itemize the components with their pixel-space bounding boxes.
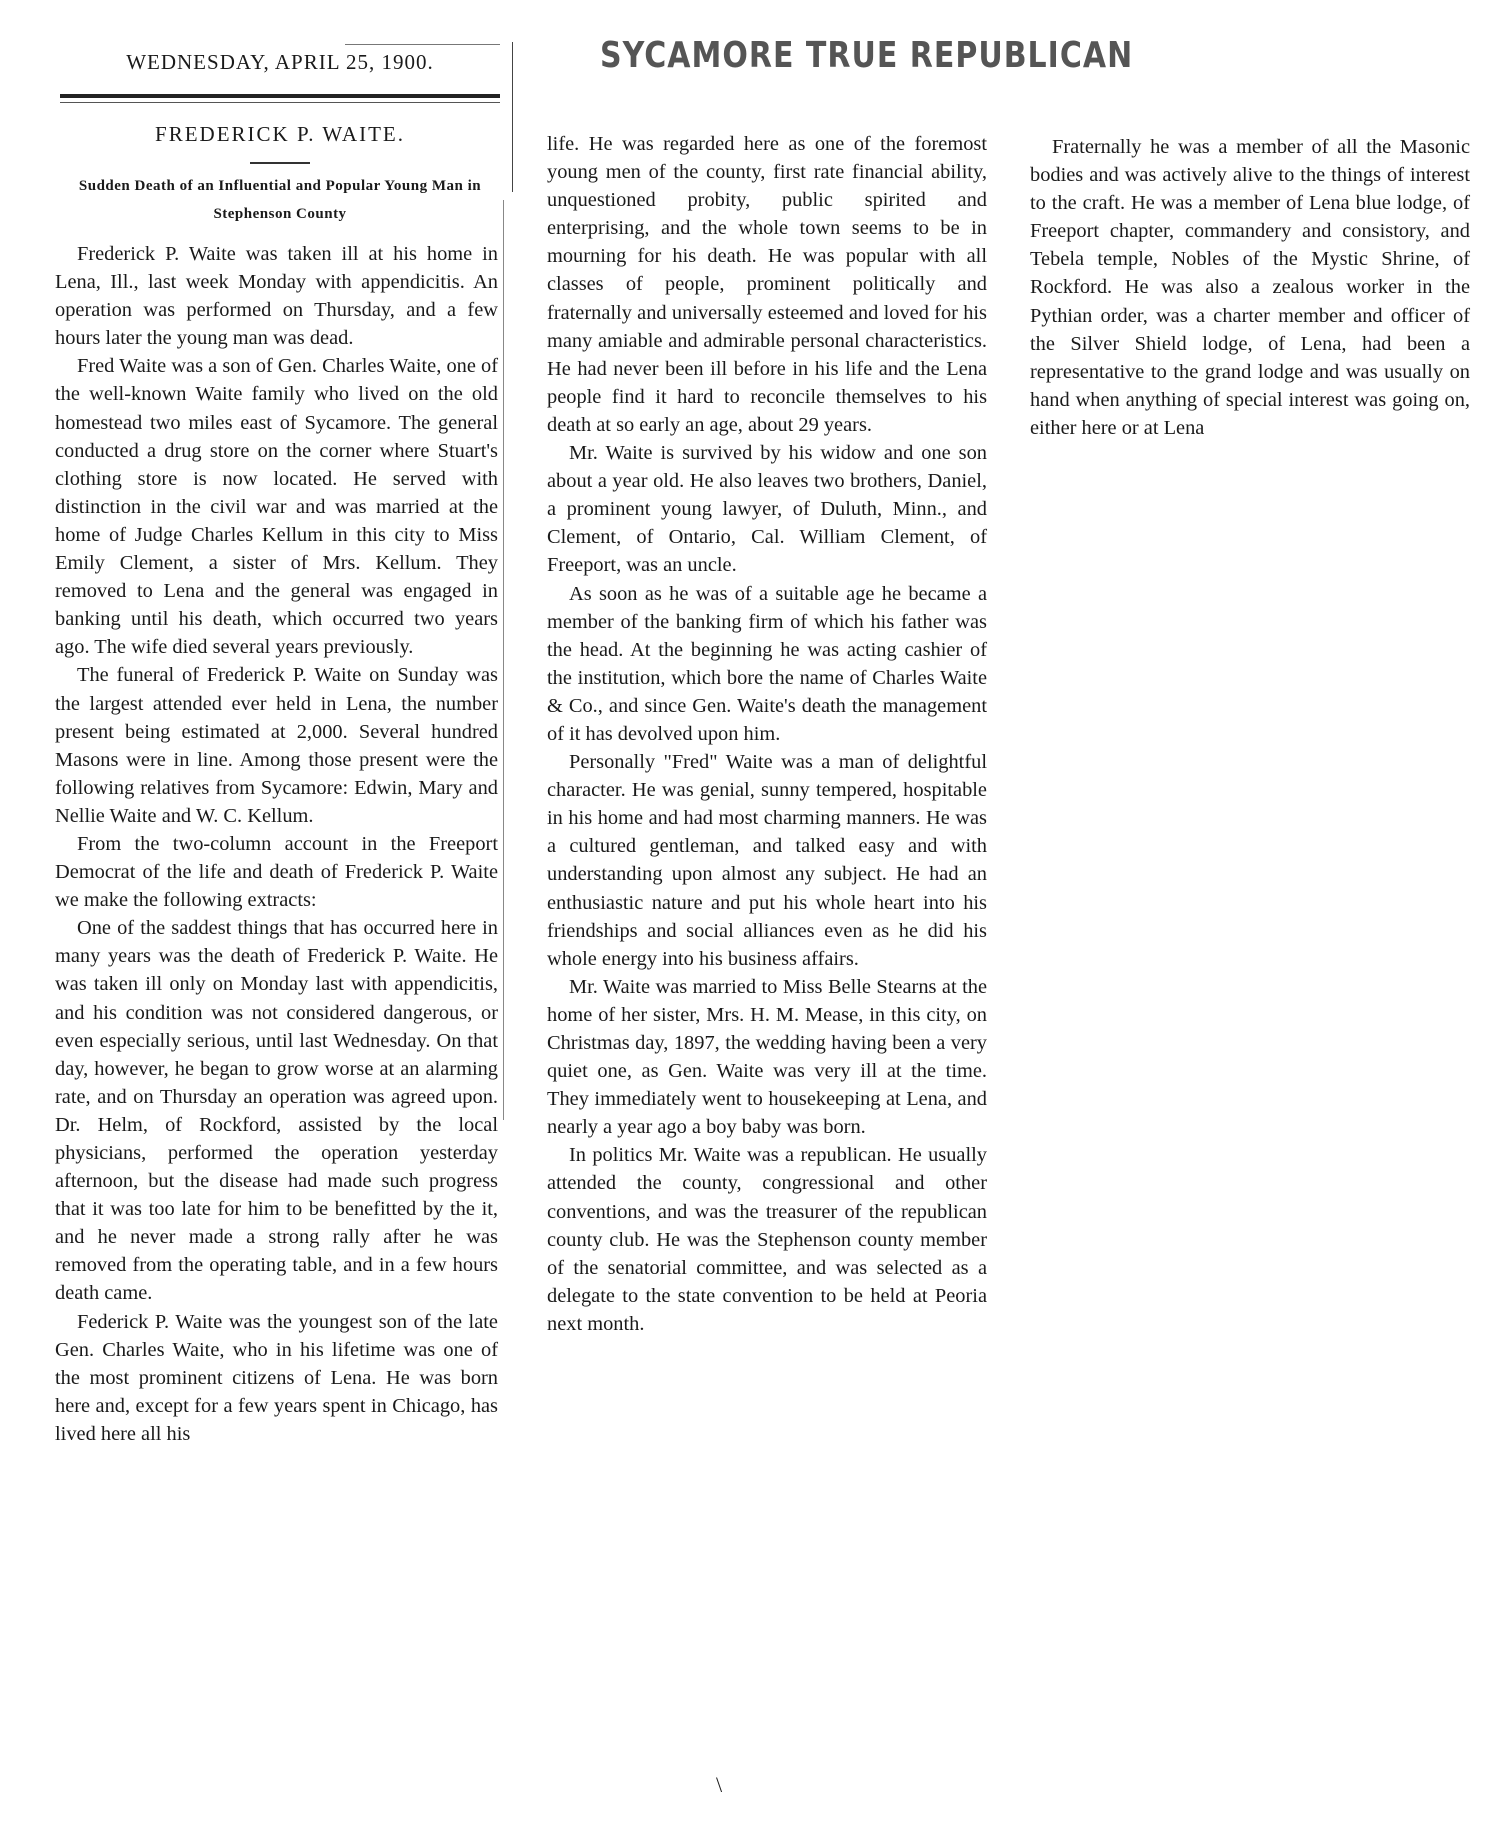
paragraph: From the two-column account in the Freeport Democrat of the life and death of Frederick P. Waite we make the following extracts: — [55, 832, 498, 912]
top-rule — [345, 44, 500, 45]
dateline-rule-thick — [60, 94, 500, 98]
article-headline: FREDERICK P. WAITE. — [155, 122, 405, 146]
column-divider — [512, 42, 513, 192]
column-divider — [503, 200, 504, 1120]
stray-mark: \ — [716, 1772, 723, 1797]
article-column-1 — [55, 240, 498, 1448]
paragraph: Fraternally he was a member of all the Masonic bodies and was actively alive to the things of interest to the craft. He was a member of Lena blue lodge, of Freeport chapter, commandery and consistory, and Tebela temple, Nobles of the Mystic Shrine, of Rockford. He was also a zealous worker in the Pythian order, was a charter member and officer of the Silver Shield lodge, of Lena, had been a representative to the grand lodge and was usually on hand when anything of special interest was going on, either here or at Lena — [1030, 136, 1470, 439]
article-column-2 — [547, 130, 987, 1338]
paragraph: Personally "Fred" Waite was a man of delightful character. He was genial, sunny tempered, hospitable in his home and had most charming manners. He was a cultured gentleman, and talked easy and with understanding upon almost any subject. He had an enthusiastic nature and put his whole heart into his friendships and social alliances even as he did his whole energy into his business affairs. — [547, 751, 987, 970]
dateline: WEDNESDAY, APRIL 25, 1900. — [126, 50, 434, 74]
paragraph: As soon as he was of a suitable age he became a member of the banking firm of which his father was the head. At the beginning he was acting cashier of the institution, which bore the name of Charles Waite & Co., and since Gen. Waite's death the management of it has devolved upon him. — [547, 582, 987, 745]
paragraph: Mr. Waite was married to Miss Belle Stearns at the home of her sister, Mrs. H. M. Mease, in this city, on Christmas day, 1897, the wedding having been a very quiet one, as Gen. Waite was very ill at the time. They immediately went to housekeeping at Lena, and nearly a year ago a boy baby was born. — [547, 975, 987, 1139]
article-column-3 — [1030, 133, 1470, 442]
paragraph: The funeral of Frederick P. Waite on Sunday was the largest attended ever held in Lena, the number present being estimated at 2,000. Several hundred Masons were in line. Among those present were the following relatives from Sycamore: Edwin, Mary and Nellie Waite and W. C. Kellum. — [55, 664, 498, 827]
dateline-rule-thin — [60, 102, 500, 103]
paragraph: Mr. Waite is survived by his widow and one son about a year old. He also leaves two brothers, Daniel, a prominent young lawyer, of Duluth, Minn., and Clement, of Ontario, Cal. William Clement, of Freeport, was an uncle. — [547, 442, 987, 577]
masthead: SYCAMORE TRUE REPUBLICAN — [600, 34, 1134, 77]
article-subhead: Sudden Death of an Influential and Popular Young Man in Stephenson County — [78, 178, 482, 222]
paragraph: Federick P. Waite was the youngest son of the late Gen. Charles Waite, who in his lifetime was one of the most prominent citizens of Lena. He was born here and, except for a few years spent in Chicago, has lived here all his — [55, 1310, 498, 1445]
paragraph: life. He was regarded here as one of the foremost young men of the county, first rate financial ability, unquestioned probity, public spirited and enterprising, and the whole town seems to be in mourning for his death. He was popular with all classes of people, prominent politically and fraternally and universally esteemed and loved for his many amiable and admirable personal characteristics. He had never been ill before in his life and the Lena people find it hard to reconcile themselves to his death at so early an age, about 29 years. — [547, 133, 987, 436]
paragraph: In politics Mr. Waite was a republican. He usually attended the county, congressional and other conventions, and was the treasurer of the republican county club. He was the Stephenson county member of the senatorial committee, and was selected as a delegate to the state convention to be held at Peoria next month. — [547, 1144, 987, 1335]
paragraph: Frederick P. Waite was taken ill at his home in Lena, Ill., last week Monday with appendicitis. An operation was performed on Thursday, and a few hours later the young man was dead. — [55, 243, 498, 350]
paragraph: One of the saddest things that has occurred here in many years was the death of Frederick P. Waite. He was taken ill only on Monday last with appendicitis, and his condition was not considered dangerous, or even especially serious, until last Wednesday. On that day, however, he began to grow worse at an alarming rate, and on Thursday an operation was agreed upon. Dr. Helm, of Rockford, assisted by the local physicians, performed the operation yesterday afternoon, but the disease had made such progress that it was too late for him to be benefitted by the it, and he never made a strong rally after he was removed from the operating table, and in a few hours death came. — [55, 917, 498, 1305]
headline-dash — [250, 162, 310, 164]
paragraph: Fred Waite was a son of Gen. Charles Waite, one of the well-known Waite family who lived on the old homestead two miles east of Sycamore. The general conducted a drug store on the corner where Stuart's clothing store is now located. He served with distinction in the civil war and was married at the home of Judge Charles Kellum in this city to Miss Emily Clement, a sister of Mrs. Kellum. They removed to Lena and the general was engaged in banking until his death, which occurred two years ago. The wife died several years previously. — [55, 355, 498, 659]
